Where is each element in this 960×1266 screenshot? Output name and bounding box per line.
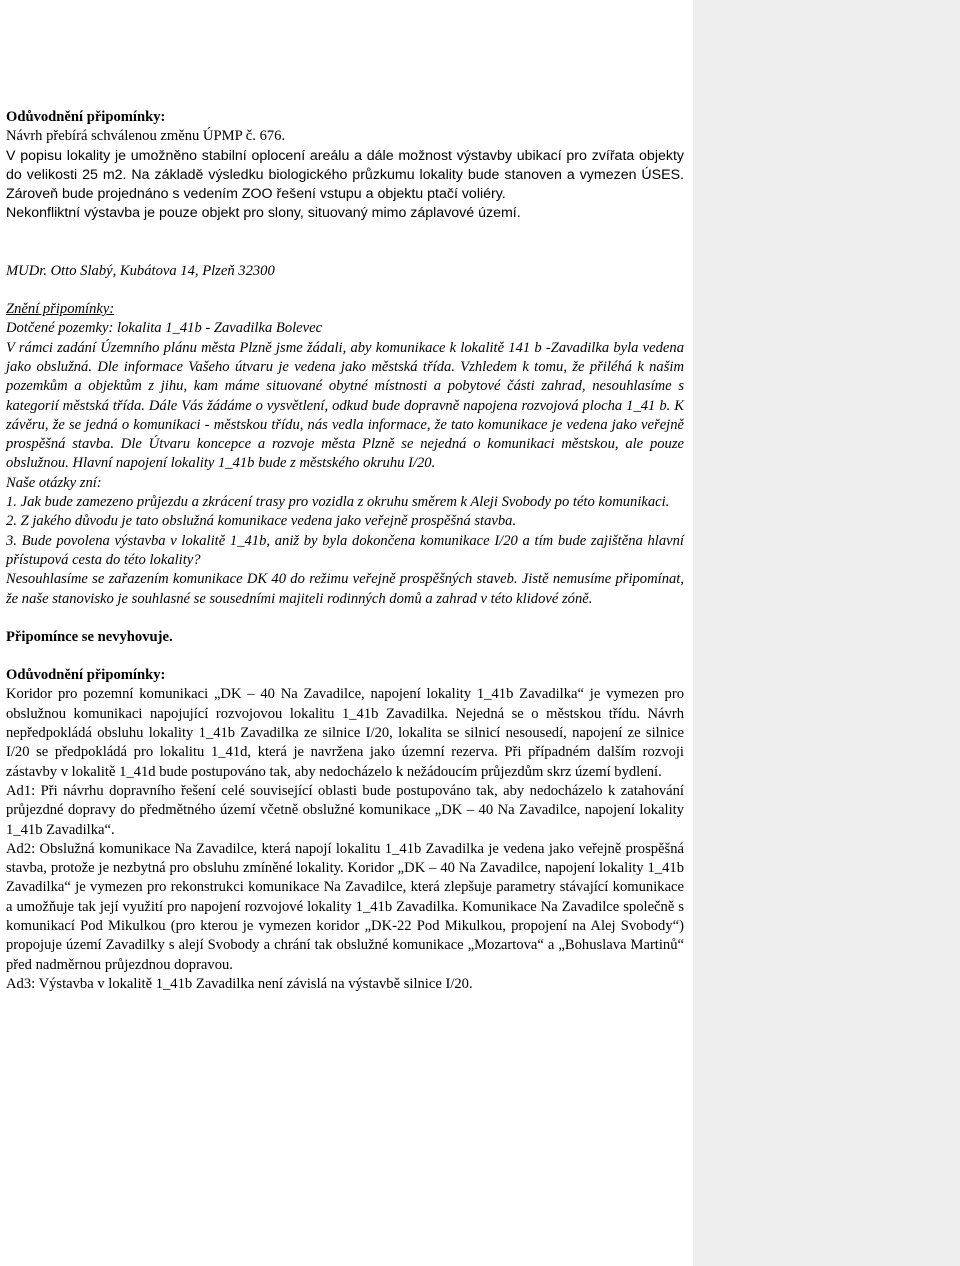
oduvodneni-paragraph: Koridor pro pozemní komunikaci „DK – 40 Na Zavadilce, napojení lokality 1_41b Zavadilka“ je vymezen pro obslužnou komunikaci napojující rozvojovou lokalitu 1_41b Zavadilka. Nejedná se o městskou třídu. Návrh nepředpokládá obsluhu lokality 1_41b Zavadilka ze silnice I/20, lokalita se silnicí nesousedí, napojení ze silnice I/20 se předpokládá pro lokalitu 1_41d, která je navržena jako územní rezerva. Při případném dalším rozvoji zástavby v lokalitě 1_41d bude postupováno tak, aby nedocházelo k nežádoucím průjezdům skrz území bydlení. [6,686,684,780]
section1-heading: Odůvodnění připomínky: [6,109,166,125]
spacer [6,609,684,628]
zneni-heading: Znění připomínky: [6,301,115,318]
ad1-paragraph: Ad1: Při návrhu dopravního řešení celé související oblasti bude postupováno tak, aby nedocházelo k zatahování průjezdné dopravy do předmětného území včetně obslužné komunikace „DK – 40 Na Zavadilce, napojení lokality 1_41b Zavadilka“. [6,782,684,838]
question-1: 1. Jak bude zamezeno průjezdu a zkrácení trasy pro vozidla z okruhu směrem k Aleji Svobody po této komunikaci. [6,494,670,511]
oduvodneni-heading: Odůvodnění připomínky: [6,667,166,684]
section1-paragraph: V popisu lokality je umožněno stabilní oplocení areálu a dále možnost výstavby ubikací pro zvířata objekty do velikosti 25 m2. Na základě výsledku biologického průzkumu lokality bude stanoven a vymezen ÚSES. Zároveň bude projednáno s vedením ZOO řešení vstupu a objektu ptačí voliéry. [6,147,684,203]
spacer [6,224,684,262]
questions-heading: Naše otázky zní: [6,474,102,491]
question-3: 3. Bude povolena výstavba v lokalitě 1_41b, aniž by byla dokončena komunikace I/20 a tím bude zajištěna hlavní přístupová cesta do této lokality? [6,532,684,568]
spacer [6,647,684,666]
author-line: MUDr. Otto Slabý, Kubátova 14, Plzeň 32300 [6,262,275,279]
request-paragraph: V rámci zadání Územního plánu města Plzně jsme žádali, aby komunikace k lokalitě 141 b -Zavadilka byla vedena jako obslužná. Dle informace Vašeho útvaru je vedena jako městská třída. Vzhledem k tomu, že přiléhá k našim pozemkům a objektům z jihu, kam máme situované obytné místnosti a pobytové části zahrad, nesouhlasíme s kategorií městská třída. Dále Vás žádáme o vysvětlení, odkud bude dopravně napojena rozvojová plocha 1_41 b. K závěru, že se jedná o komunikaci - městskou třídu, nás vedla informace, že tato komunikace je vedena jako veřejně prospěšná stavba. Dle Útvaru koncepce a rozvoje města Plzně se nejedná o komunikaci městskou, ale pouze obslužnou. Hlavní napojení lokality 1_41b bude z městského okruhu I/20. [6,339,684,472]
ad3-paragraph: Ad3: Výstavba v lokalitě 1_41b Zavadilka není závislá na výstavbě silnice I/20. [6,975,473,992]
pozemky-line: Dotčené pozemky: lokalita 1_41b - Zavadilka Bolevec [6,320,323,337]
closing-paragraph: Nesouhlasíme se zařazením komunikace DK 40 do režimu veřejně prospěšných staveb. Jistě nemusíme připomínat, že naše stanovisko je souhlasné se sousedními majiteli rodinných domů a zahrad v této klidové zóně. [6,571,684,607]
document-page [6,108,684,994]
comment-margin-panel [693,0,960,1266]
section1-line1: Návrh přebírá schválenou změnu ÚPMP č. 676. [6,128,286,145]
verdict: Připomínce se nevyhovuje. [6,628,173,645]
section1-last-line: Nekonfliktní výstavba je pouze objekt pro slony, situovaný mimo záplavové území. [6,205,521,222]
ad2-paragraph: Ad2: Obslužná komunikace Na Zavadilce, která napojí lokalitu 1_41b Zavadilka je vedena jako veřejně prospěšná stavba, protože je nezbytná pro obsluhu zmíněné lokality. Koridor „DK – 40 Na Zavadilce, napojení lokality 1_41b Zavadilka“ je vymezen pro rekonstrukci komunikace Na Zavadilce, která zlepšuje parametry stávající komunikace a umožňuje tak její využití pro napojení rozvojové lokality 1_41b Zavadilka. Komunikace Na Zavadilce společně s komunikací Pod Mikulkou (pro kterou je vymezen koridor „DK-22 Pod Mikulkou, propojení na Alej Svobody“) propojuje území Zavadilky s alejí Svobody a chrání tak obslužné komunikace „Mozartova“ a „Bohuslava Martinů“ před nadměrnou průjezdnou dopravou. [6,840,684,973]
spacer [6,281,684,300]
question-2: 2. Z jakého důvodu je tato obslužná komunikace vedena jako veřejně prospěšná stavba. [6,513,517,530]
